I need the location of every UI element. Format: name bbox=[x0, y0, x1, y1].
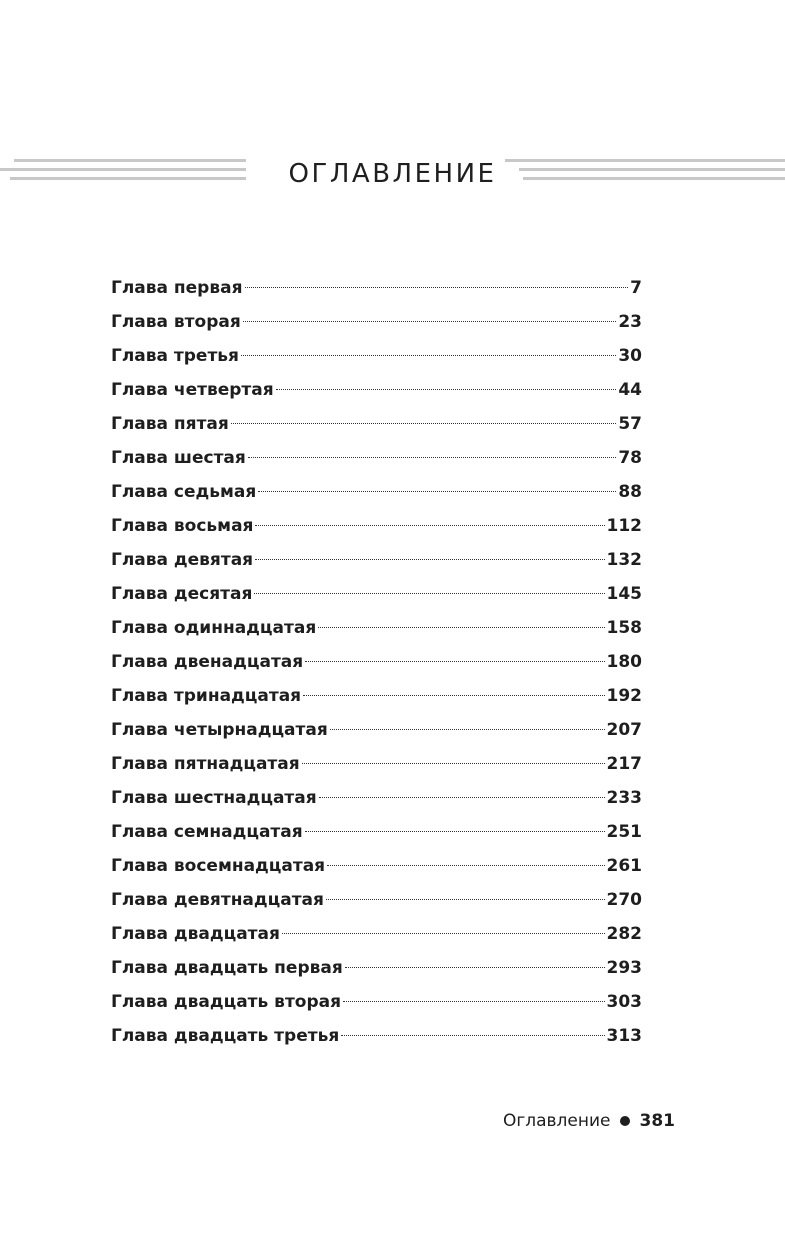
toc-entry[interactable] bbox=[111, 546, 642, 580]
toc-entry-label: Глава двадцать третья bbox=[111, 1026, 340, 1046]
toc-entry[interactable] bbox=[111, 308, 642, 342]
dot-leader bbox=[255, 525, 604, 526]
toc-entry[interactable] bbox=[111, 682, 642, 716]
toc-entry[interactable] bbox=[111, 376, 642, 410]
toc-entry-page: 261 bbox=[606, 856, 642, 876]
toc-entry-label: Глава девятнадцатая bbox=[111, 890, 324, 910]
toc-entry-page: 132 bbox=[606, 550, 642, 570]
toc-entry-page: 180 bbox=[606, 652, 642, 672]
toc-entry-label: Глава двадцать первая bbox=[111, 958, 343, 978]
toc-entry[interactable] bbox=[111, 750, 642, 784]
dot-leader bbox=[248, 457, 617, 458]
page-title: ОГЛАВЛЕНИЕ bbox=[288, 159, 497, 189]
toc-entry-label: Глава двадцать вторая bbox=[111, 992, 342, 1012]
toc-entry[interactable] bbox=[111, 886, 642, 920]
dot-leader bbox=[254, 593, 604, 594]
bullet-icon bbox=[620, 1116, 630, 1126]
toc-entry-page: 217 bbox=[606, 754, 642, 774]
dot-leader bbox=[282, 933, 605, 934]
toc-entry-label: Глава восьмая bbox=[111, 516, 254, 536]
toc-entry-label: Глава седьмая bbox=[111, 482, 257, 502]
toc-entry-label: Глава пятнадцатая bbox=[111, 754, 300, 774]
toc-entry-label: Глава третья bbox=[111, 346, 239, 366]
toc-entry-page: 30 bbox=[618, 346, 642, 366]
toc-entry-label: Глава четвертая bbox=[111, 380, 274, 400]
toc-entry-page: 158 bbox=[606, 618, 642, 638]
toc-entry[interactable] bbox=[111, 716, 642, 750]
toc-entry-label: Глава десятая bbox=[111, 584, 253, 604]
dot-leader bbox=[318, 627, 604, 628]
page-footer bbox=[503, 1108, 675, 1134]
page-header bbox=[0, 155, 785, 195]
dot-leader bbox=[345, 967, 605, 968]
toc-entry[interactable] bbox=[111, 614, 642, 648]
dot-leader bbox=[255, 559, 604, 560]
toc-entry-page: 303 bbox=[606, 992, 642, 1012]
dot-leader bbox=[319, 797, 605, 798]
toc-entry[interactable] bbox=[111, 852, 642, 886]
toc-entry-page: 233 bbox=[606, 788, 642, 808]
dot-leader bbox=[303, 695, 604, 696]
dot-leader bbox=[327, 865, 604, 866]
toc-entry-page: 207 bbox=[606, 720, 642, 740]
dot-leader bbox=[305, 831, 605, 832]
dot-leader bbox=[305, 661, 604, 662]
toc-entry-page: 7 bbox=[630, 278, 642, 298]
toc-entry-page: 282 bbox=[606, 924, 642, 944]
toc-entry-label: Глава пятая bbox=[111, 414, 229, 434]
toc-entry-label: Глава тринадцатая bbox=[111, 686, 302, 706]
toc-entry[interactable] bbox=[111, 818, 642, 852]
table-of-contents bbox=[111, 274, 642, 1056]
dot-leader bbox=[326, 899, 605, 900]
toc-entry[interactable] bbox=[111, 784, 642, 818]
toc-entry-page: 145 bbox=[606, 584, 642, 604]
toc-entry-label: Глава первая bbox=[111, 278, 243, 298]
toc-entry-label: Глава двадцатая bbox=[111, 924, 280, 944]
toc-entry-page: 313 bbox=[606, 1026, 642, 1046]
toc-entry-page: 251 bbox=[606, 822, 642, 842]
dot-leader bbox=[241, 355, 616, 356]
toc-entry-page: 270 bbox=[606, 890, 642, 910]
toc-entry-label: Глава вторая bbox=[111, 312, 241, 332]
toc-entry-page: 57 bbox=[618, 414, 642, 434]
toc-entry-label: Глава девятая bbox=[111, 550, 254, 570]
toc-entry[interactable] bbox=[111, 1022, 642, 1056]
dot-leader bbox=[276, 389, 617, 390]
toc-entry[interactable] bbox=[111, 988, 642, 1022]
toc-entry-label: Глава семнадцатая bbox=[111, 822, 303, 842]
dot-leader bbox=[330, 729, 605, 730]
toc-entry[interactable] bbox=[111, 410, 642, 444]
toc-entry-label: Глава шестая bbox=[111, 448, 246, 468]
toc-entry[interactable] bbox=[111, 580, 642, 614]
dot-leader bbox=[245, 287, 629, 288]
footer-section-label: Оглавление bbox=[502, 1111, 611, 1131]
toc-entry-page: 192 bbox=[606, 686, 642, 706]
toc-entry-page: 293 bbox=[606, 958, 642, 978]
toc-entry[interactable] bbox=[111, 954, 642, 988]
toc-entry-label: Глава одиннадцатая bbox=[111, 618, 317, 638]
toc-entry[interactable] bbox=[111, 274, 642, 308]
toc-entry[interactable] bbox=[111, 512, 642, 546]
toc-entry-page: 88 bbox=[618, 482, 642, 502]
toc-entry-page: 78 bbox=[618, 448, 642, 468]
toc-entry-label: Глава двенадцатая bbox=[111, 652, 304, 672]
toc-entry[interactable] bbox=[111, 648, 642, 682]
toc-entry-page: 23 bbox=[618, 312, 642, 332]
dot-leader bbox=[243, 321, 617, 322]
toc-entry[interactable] bbox=[111, 342, 642, 376]
dot-leader bbox=[343, 1001, 604, 1002]
toc-entry[interactable] bbox=[111, 920, 642, 954]
toc-entry[interactable] bbox=[111, 444, 642, 478]
toc-entry-label: Глава шестнадцатая bbox=[111, 788, 317, 808]
dot-leader bbox=[258, 491, 616, 492]
toc-entry-page: 112 bbox=[606, 516, 642, 536]
toc-entry-page: 44 bbox=[618, 380, 642, 400]
dot-leader bbox=[341, 1035, 604, 1036]
dot-leader bbox=[302, 763, 605, 764]
toc-entry-label: Глава четырнадцатая bbox=[111, 720, 328, 740]
dot-leader bbox=[231, 423, 617, 424]
toc-entry[interactable] bbox=[111, 478, 642, 512]
page-number: 381 bbox=[639, 1111, 675, 1131]
toc-entry-label: Глава восемнадцатая bbox=[111, 856, 326, 876]
